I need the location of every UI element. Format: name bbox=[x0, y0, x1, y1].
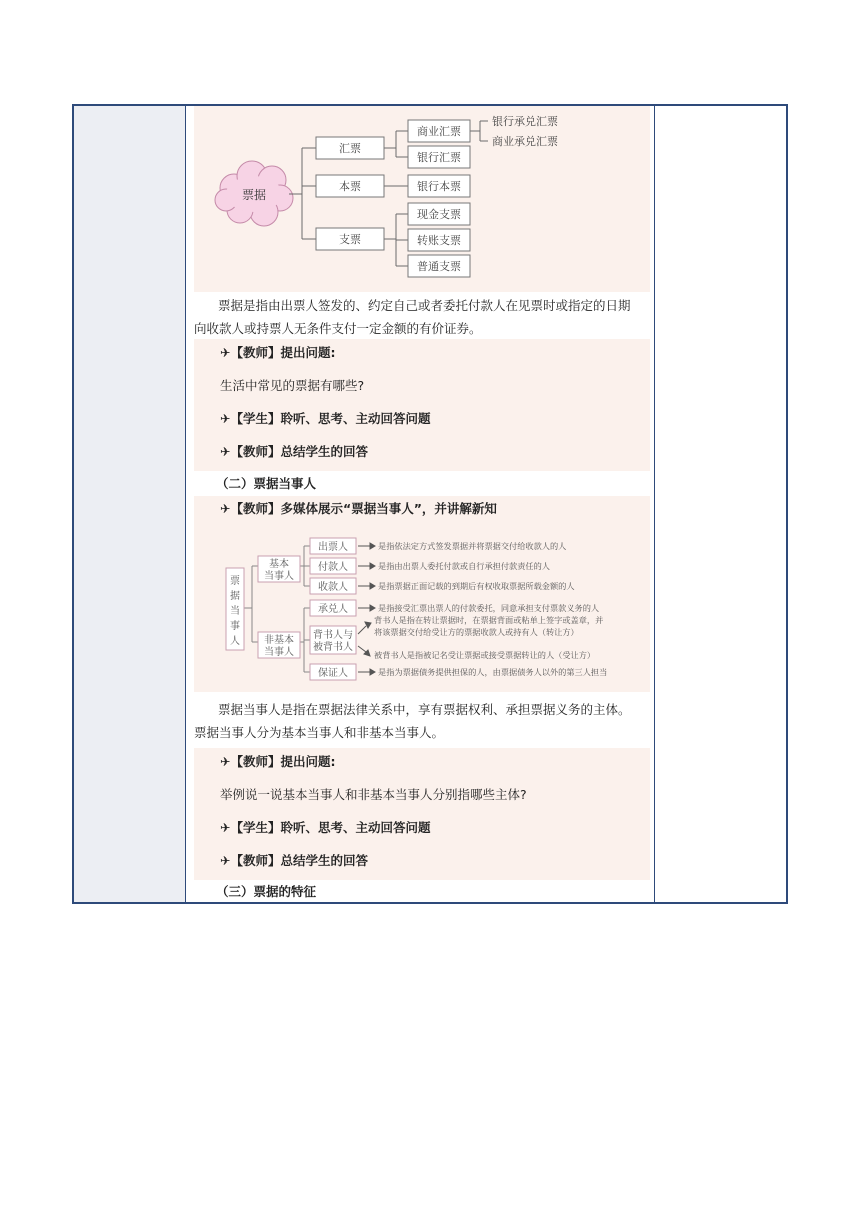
parties-diagram bbox=[194, 522, 650, 692]
def1-line2: 向收款人或持票人无条件支付一定金额的有价证券。 bbox=[194, 321, 482, 336]
party-baozheng: 保证人 bbox=[318, 668, 348, 679]
party-chengdui: 承兑人 bbox=[318, 604, 348, 615]
node-zhuanzhang: 转账支票 bbox=[417, 234, 461, 247]
qa2-teacher-summary: ✈【教师】总结学生的回答 bbox=[220, 853, 368, 868]
desc-baozheng: 是指为票据债务提供担保的人，由票据债务人以外的第三人担当 bbox=[378, 667, 608, 677]
qa2-student: ✈【学生】聆听、思考、主动回答问题 bbox=[220, 820, 431, 835]
node-shangye-chengdui: 商业承兑汇票 bbox=[492, 135, 558, 148]
party-chupiao: 出票人 bbox=[318, 542, 348, 553]
node-shangye: 商业汇票 bbox=[417, 125, 461, 138]
nonbasic-line2: 当事人 bbox=[264, 647, 294, 658]
desc-fukuan: 是指由出票人委托付款或自行承担付款责任的人 bbox=[378, 561, 550, 571]
left-column bbox=[74, 106, 186, 902]
qa1-teacher-question: ✈【教师】提出问题: bbox=[220, 345, 336, 360]
party-shoukuan: 收款人 bbox=[318, 582, 348, 593]
node-xianjin: 现金支票 bbox=[417, 208, 461, 221]
qa1-panel bbox=[194, 339, 650, 471]
node-yinhang-chengdui: 银行承兑汇票 bbox=[492, 115, 558, 128]
qa1-question: 生活中常见的票据有哪些? bbox=[220, 378, 365, 393]
bill-root-label: 票据 bbox=[241, 188, 267, 202]
party-beishu-2: 被背书人 bbox=[313, 642, 353, 653]
root-char-5: 人 bbox=[230, 636, 240, 647]
desc-chupiao: 是指依法定方式签发票据并将票据交付给收款人的人 bbox=[378, 541, 567, 551]
node-benpiao: 本票 bbox=[339, 180, 361, 193]
qa2-teacher-question: ✈【教师】提出问题: bbox=[220, 754, 336, 769]
node-yinhang-ben: 银行本票 bbox=[417, 180, 461, 193]
def1-line1: 票据是指由出票人签发的、约定自己或者委托付款人在见票时或指定的日期 bbox=[218, 298, 631, 313]
parties-panel bbox=[194, 496, 650, 692]
desc-beishu-1: 背书人是指在转让票据时，在票据背面或粘单上签字或盖章，并 bbox=[374, 615, 604, 625]
bill-types-svg bbox=[194, 106, 650, 292]
section3-heading: （三）票据的特征 bbox=[216, 884, 317, 899]
desc-beibeishu: 被背书人是指被记名受让票据或接受票据转让的人（受让方） bbox=[374, 650, 596, 660]
basic-line2: 当事人 bbox=[264, 571, 294, 582]
qa2-question: 举例说一说基本当事人和非基本当事人分别指哪些主体? bbox=[220, 787, 527, 802]
root-char-1: 票 bbox=[230, 576, 240, 587]
party-fukuan: 付款人 bbox=[318, 562, 348, 573]
bill-types-diagram bbox=[194, 106, 650, 292]
teacher-show: ✈【教师】多媒体展示“票据当事人”，并讲解新知 bbox=[220, 501, 497, 516]
node-huipiao: 汇票 bbox=[339, 142, 361, 155]
node-putong: 普通支票 bbox=[417, 260, 461, 273]
desc-chengdui: 是指接受汇票出票人的付款委托，同意承担支付票款义务的人 bbox=[378, 603, 600, 613]
qa1-student: ✈【学生】聆听、思考、主动回答问题 bbox=[220, 411, 431, 426]
desc-shoukuan: 是指票据正面记载的到期后有权收取票据所载金额的人 bbox=[378, 581, 575, 591]
nonbasic-line1: 非基本 bbox=[264, 635, 294, 646]
lesson-table bbox=[72, 104, 788, 904]
content-column bbox=[186, 106, 656, 902]
right-column bbox=[654, 106, 786, 902]
def2-line1: 票据当事人是指在票据法律关系中，享有票据权利、承担票据义务的主体。 bbox=[218, 702, 631, 717]
party-beishu-1: 背书人与 bbox=[313, 630, 353, 641]
node-zhipiao: 支票 bbox=[339, 233, 361, 246]
section2-heading: （二）票据当事人 bbox=[216, 476, 317, 491]
node-yinhang-hui: 银行汇票 bbox=[417, 151, 461, 164]
desc-beishu-2: 将该票据交付给受让方的票据收款人或持有人（转让方） bbox=[374, 627, 579, 637]
qa1-teacher-summary: ✈【教师】总结学生的回答 bbox=[220, 444, 368, 459]
qa2-panel bbox=[194, 748, 650, 880]
root-char-3: 当 bbox=[230, 606, 240, 617]
def2-line2: 票据当事人分为基本当事人和非基本当事人。 bbox=[194, 725, 445, 740]
root-char-2: 据 bbox=[230, 591, 240, 602]
root-char-4: 事 bbox=[230, 621, 240, 632]
basic-line1: 基本 bbox=[269, 559, 289, 570]
